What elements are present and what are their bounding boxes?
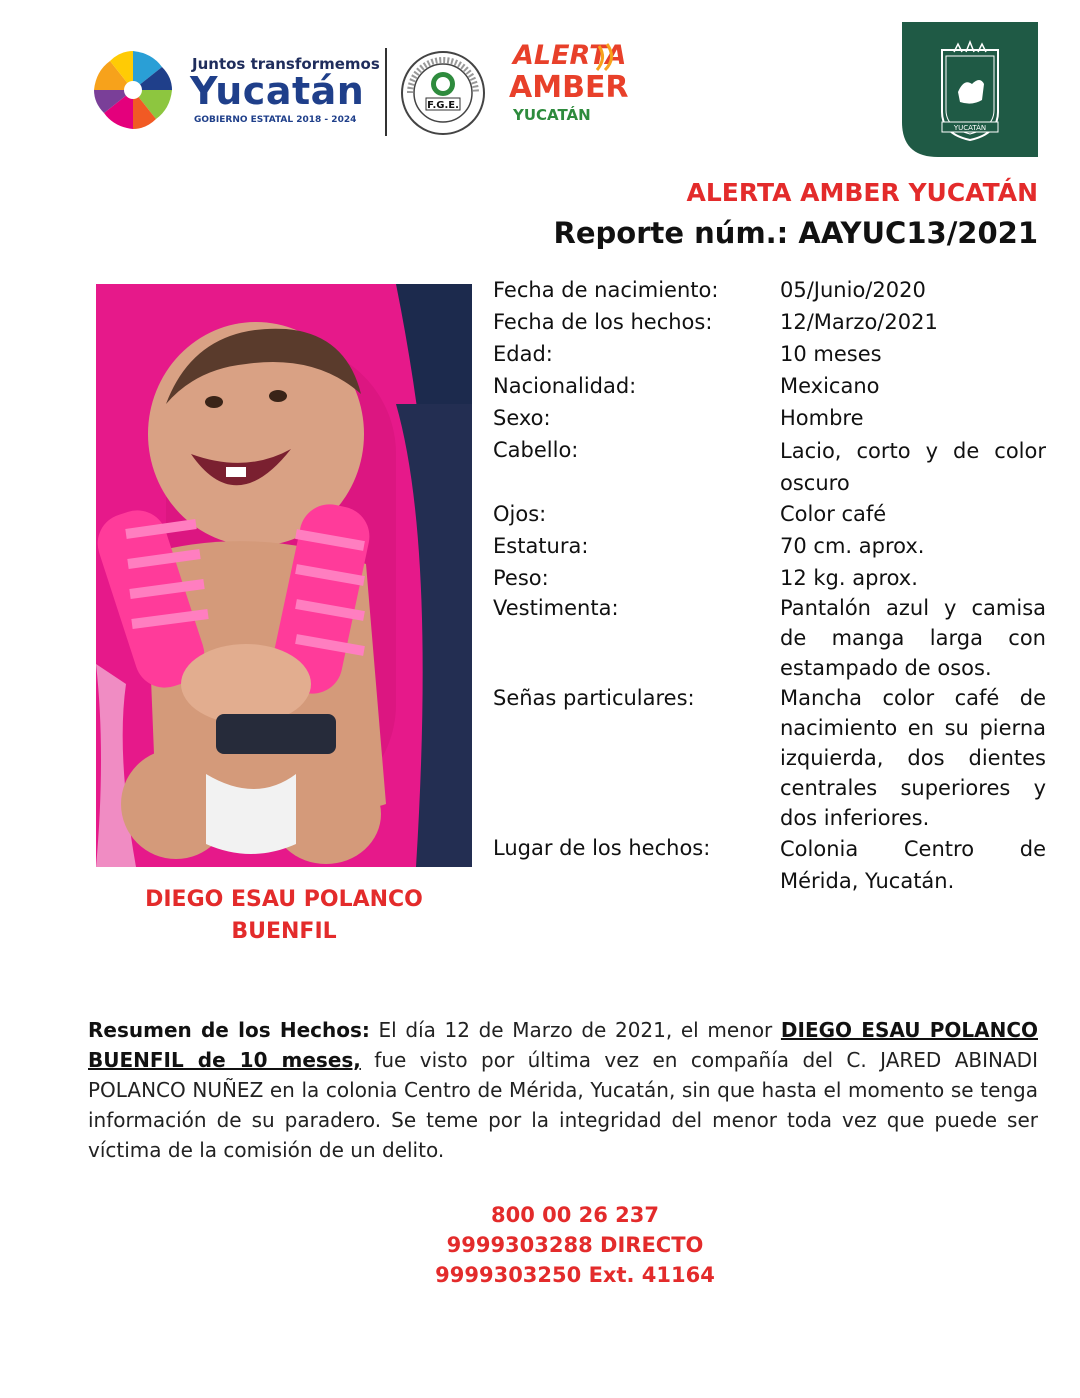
detail-value-height: 70 cm. aprox. xyxy=(780,534,925,558)
detail-value-weight: 12 kg. aprox. xyxy=(780,566,918,590)
amber-logo-alerta: ALERTA xyxy=(513,40,627,71)
alert-title: ALERTA AMBER YUCATÁN xyxy=(686,178,1038,207)
detail-value-marks: Mancha color café de nacimiento en su pierna izquierda, dos dientes centrales superiores y dos inferiores. xyxy=(780,686,1046,830)
detail-label-age: Edad: xyxy=(493,342,553,366)
detail-label-eyes: Ojos: xyxy=(493,502,547,526)
contact-phone-3: 9999303250 Ext. 41164 xyxy=(435,1263,715,1287)
detail-value-location: Colonia Centro de Mérida, Yucatán. xyxy=(780,837,1046,893)
detail-value-age: 10 meses xyxy=(780,342,882,366)
summary-heading: Resumen de los Hechos: xyxy=(88,1018,370,1042)
detail-value-birthdate: 05/Junio/2020 xyxy=(780,278,926,302)
gov-logo-title: Yucatán xyxy=(190,69,365,113)
amber-logo-yucatan: YUCATÁN xyxy=(513,106,591,124)
detail-label-clothing: Vestimenta: xyxy=(493,596,619,620)
detail-value-sex: Hombre xyxy=(780,406,864,430)
yucatan-pinwheel-logo-icon xyxy=(90,47,176,133)
detail-label-weight: Peso: xyxy=(493,566,549,590)
summary-text-intro: El día 12 de Marzo de 2021, el menor xyxy=(369,1018,781,1042)
alerta-amber-logo xyxy=(505,40,629,125)
svg-text:F.G.E.: F.G.E. xyxy=(427,100,459,111)
gov-logo-tagline: Juntos transformemos xyxy=(192,55,380,73)
child-photo xyxy=(96,284,472,867)
report-line xyxy=(554,216,1038,250)
summary-paragraph xyxy=(88,1015,1038,1165)
amber-logo-amber: AMBER xyxy=(509,70,629,105)
summary-highlight: DIEGO ESAU POLANCO BUENFIL de 10 meses, xyxy=(88,1018,1038,1072)
summary-text-body: fue visto por última vez en compañía del C. JARED ABINADI POLANCO NUÑEZ en la colonia Centro de Mérida, Yucatán, sin que hasta el momento se tenga información de su paradero. Se teme por la integridad del menor toda vez que puede ser víctima de la comisión de un delito. xyxy=(88,1048,1038,1162)
detail-label-nationality: Nacionalidad: xyxy=(493,374,637,398)
report-number: AAYUC13/2021 xyxy=(798,216,1038,250)
fge-seal-icon xyxy=(400,50,486,136)
detail-label-location: Lugar de los hechos: xyxy=(493,836,711,860)
report-label: Reporte núm.: xyxy=(553,216,789,250)
detail-value-hair: Lacio, corto y de color oscuro xyxy=(780,439,1046,495)
child-name-line2: BUENFIL xyxy=(231,919,337,944)
detail-label-marks: Señas particulares: xyxy=(493,686,695,710)
child-name xyxy=(96,884,472,948)
detail-value-eyes: Color café xyxy=(780,502,887,526)
logo-divider xyxy=(385,48,387,136)
detail-value-nationality: Mexicano xyxy=(780,374,880,398)
gov-logo-subtitle: GOBIERNO ESTATAL 2018 - 2024 xyxy=(194,115,357,125)
contact-phone-1: 800 00 26 237 xyxy=(490,1203,660,1227)
detail-label-sex: Sexo: xyxy=(493,406,551,430)
emblem-label: YUCATÁN xyxy=(953,124,987,132)
child-name-line1: DIEGO ESAU POLANCO xyxy=(145,887,423,912)
yucatan-state-emblem-icon xyxy=(902,22,1038,157)
detail-label-hair: Cabello: xyxy=(493,438,579,462)
detail-value-clothing: Pantalón azul y camisa de manga larga con estampado de osos. xyxy=(780,596,1046,680)
detail-label-height: Estatura: xyxy=(493,534,589,558)
detail-label-event-date: Fecha de los hechos: xyxy=(493,310,713,334)
gobierno-yucatan-logo xyxy=(90,45,380,135)
detail-value-event-date: 12/Marzo/2021 xyxy=(780,310,938,334)
contact-phone-2: 9999303288 DIRECTO xyxy=(446,1233,704,1257)
detail-label-birthdate: Fecha de nacimiento: xyxy=(493,278,719,302)
signal-waves-icon xyxy=(593,42,621,72)
